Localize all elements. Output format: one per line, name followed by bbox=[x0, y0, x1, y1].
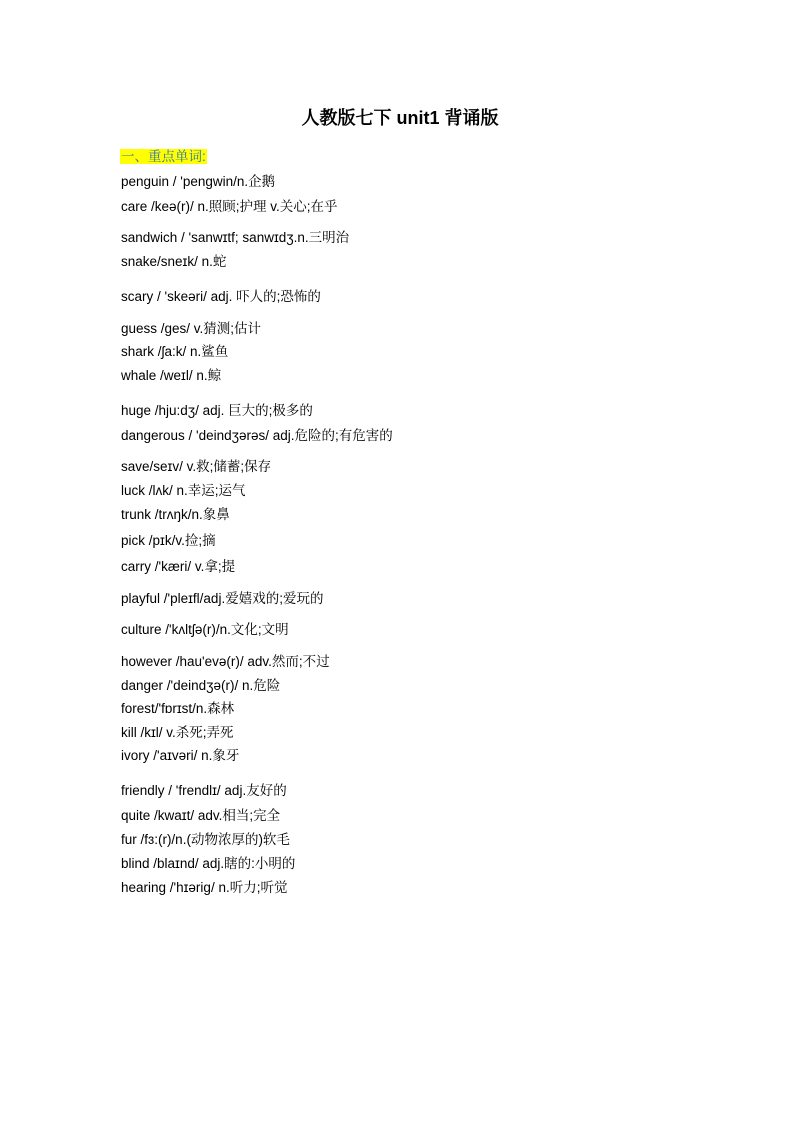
vocab-entry: guess /ges/ v.猜测;估计 bbox=[121, 321, 262, 336]
vocab-entry: hearing /'hɪərig/ n.听力;听觉 bbox=[121, 880, 288, 895]
vocab-entry: however /hau'evə(r)/ adv.然而;不过 bbox=[121, 654, 330, 669]
vocab-entry: danger /'deindʒə(r)/ n.危险 bbox=[121, 678, 281, 693]
vocab-entry: whale /weɪl/ n.鲸 bbox=[121, 368, 222, 383]
vocab-entry: carry /'kæri/ v.拿;提 bbox=[121, 559, 236, 574]
document-title: 人教版七下 unit1 背诵版 bbox=[301, 108, 499, 128]
vocab-entry: forest/'fɒrɪst/n.森林 bbox=[121, 701, 235, 716]
vocab-entry: dangerous / 'deindʒərəs/ adj.危险的;有危害的 bbox=[121, 428, 393, 443]
vocab-entry: scary / 'skeəri/ adj. 吓人的;恐怖的 bbox=[121, 289, 321, 304]
vocabulary-list bbox=[121, 0, 761, 1130]
vocab-entry: playful /'pleɪfl/adj.爱嬉戏的;爱玩的 bbox=[121, 591, 324, 606]
vocab-entry: save/seɪv/ v.救;储蓄;保存 bbox=[121, 459, 272, 474]
vocab-entry: friendly / 'frendlɪ/ adj.友好的 bbox=[121, 783, 287, 798]
vocab-entry: kill /kɪl/ v.杀死;弄死 bbox=[121, 725, 234, 740]
vocab-entry: trunk /trʌŋk/n.象鼻 bbox=[121, 507, 230, 522]
vocab-entry: culture /'kʌltʃə(r)/n.文化;文明 bbox=[121, 622, 289, 637]
vocab-entry: snake/sneɪk/ n.蛇 bbox=[121, 254, 227, 269]
vocab-entry: sandwich / 'sanwɪtf; sanwɪdʒ.n.三明治 bbox=[121, 230, 350, 245]
vocab-entry: pick /pɪk/v.捡;摘 bbox=[121, 533, 216, 548]
vocab-entry: shark /ʃa:k/ n.鲨鱼 bbox=[121, 344, 229, 359]
vocab-entry: penguin / 'pengwin/n.企鹅 bbox=[121, 174, 276, 189]
vocab-entry: quite /kwaɪt/ adv.相当;完全 bbox=[121, 808, 281, 823]
vocab-entry: luck /lʌk/ n.幸运;运气 bbox=[121, 483, 246, 498]
vocab-entry: fur /fɜ:(r)/n.(动物浓厚的)软毛 bbox=[121, 832, 290, 847]
vocab-entry: huge /hju:dʒ/ adj. 巨大的;极多的 bbox=[121, 403, 313, 418]
vocab-entry: care /keə(r)/ n.照顾;护理 v.关心;在乎 bbox=[121, 199, 338, 214]
vocab-entry: blind /blaɪnd/ adj.瞎的:小明的 bbox=[121, 856, 296, 871]
section-heading-highlight: 一、重点单词: bbox=[121, 149, 206, 164]
vocab-entry: ivory /'aɪvəri/ n.象牙 bbox=[121, 748, 240, 763]
